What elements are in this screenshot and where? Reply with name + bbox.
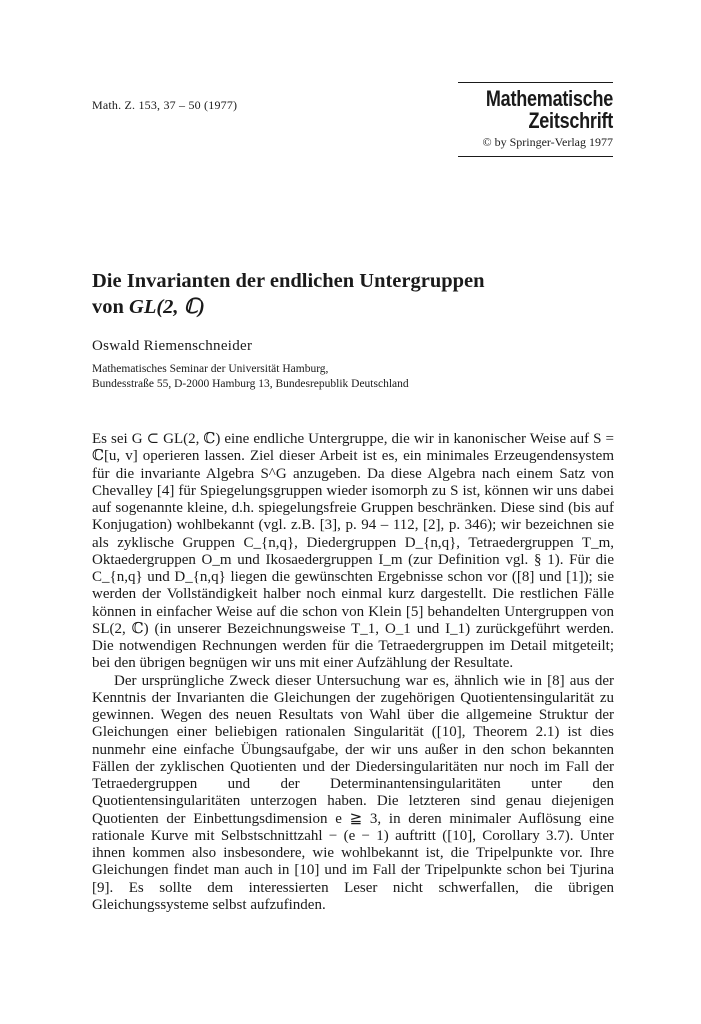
- citation: Math. Z. 153, 37 – 50 (1977): [92, 98, 238, 112]
- title-line2: [92, 294, 612, 320]
- author-affiliation: [92, 362, 409, 392]
- journal-masthead: [458, 82, 613, 157]
- publisher-line: © by Springer-Verlag 1977: [482, 135, 613, 149]
- masthead-top-rule: [458, 82, 613, 83]
- body-paragraph-2: Der ursprüngliche Zweck dieser Untersuchung war es, ähnlich wie in [8] aus der Kenntnis der Invarianten die Gleichungen der zugehörigen Quotientensingularität zu gewinnen. Wegen des neuen Resultats von Wahl über die allgemeine Struktur der Gleichungen einer beliebigen rationalen Singularität ([10], Theorem 2.1) ist dies nunmehr eine einfache Übungsaufgabe, der wir uns außer in den schon bekannten Fällen der zyklischen Quotienten und der Diedersingularitäten nur noch im Fall der Tetraedergruppen und der Determinantensingularitäten unter den Quotientensingularitäten unterzogen haben. Die letzteren sind genau diejenigen Quotienten der Einbettungsdimension e ≧ 3, in deren minimaler Auflösung eine rationale Kurve mit Selbstschnittzahl − (e − 1) auftritt ([10], Corollary 3.7). Unter ihnen kommen also insbesondere, wie wohlbekannt ist, die Tripelpunkte vor. Ihre Gleichungen findet man auch in [10] und im Fall der Tripelpunkte schon bei Tjurina [9]. Es sollte dem interessierten Leser nicht schwerfallen, die übrigen Gleichungssysteme selbst aufzufinden.: [92, 672, 614, 913]
- journal-name-line2: Zeitschrift: [528, 108, 613, 133]
- article-title: [92, 268, 612, 320]
- body-paragraph-1: Es sei G ⊂ GL(2, ℂ) eine endliche Untergruppe, die wir in kanonischer Weise auf S = ℂ[u, v] operieren lassen. Ziel dieser Arbeit ist es, ein minimales Erzeugendensystem für die invariante Algebra S^G anzugeben. Da diese Algebra nach einem Satz von Chevalley [4] für Spiegelungsgruppen wieder isomorph zu S ist, können wir uns dabei auf sogenannte kleine, d.h. spiegelungsfreie Gruppen beschränken. Diese sind (bis auf Konjugation) wohlbekannt (vgl. z.B. [3], p. 94 – 112, [2], p. 346); wir bezeichnen sie als zyklische Gruppen C_{n,q}, Diedergruppen D_{n,q}, Tetraedergruppen T_m, Oktaedergruppen O_m und Ikosaedergruppen I_m (zur Definition vgl. § 1). Für die C_{n,q} und D_{n,q} liegen die gewünschten Ergebnisse schon vor ([8] und [1]); sie werden der Vollständigkeit halber noch einmal kurz dargestellt. Die restlichen Fälle können in einfacher Weise auf die schon von Klein [5] behandelten Untergruppen von SL(2, ℂ) (in unserer Bezeichnungsweise T_1, O_1 und I_1) zurückgeführt werden. Die notwendigen Rechnungen werden für die Tetraedergruppen im Detail mitgeteilt; bei den übrigen begnügen wir uns mit einer Aufzählung der Resultate.: [92, 431, 614, 672]
- article-body: [92, 431, 614, 914]
- title-line1: Die Invarianten der endlichen Untergruppen: [92, 270, 485, 292]
- title-line2-prefix: von: [92, 296, 130, 318]
- journal-name-line1: Mathematische: [485, 86, 614, 111]
- affiliation-line2: Bundesstraße 55, D-2000 Hamburg 13, Bundesrepublik Deutschland: [92, 378, 409, 390]
- masthead-bottom-rule: [458, 156, 613, 157]
- author-name: Oswald Riemenschneider: [92, 338, 253, 354]
- affiliation-line1: Mathematisches Seminar der Universität Hamburg,: [92, 363, 329, 375]
- title-math: GL(2, ℂ): [129, 296, 205, 318]
